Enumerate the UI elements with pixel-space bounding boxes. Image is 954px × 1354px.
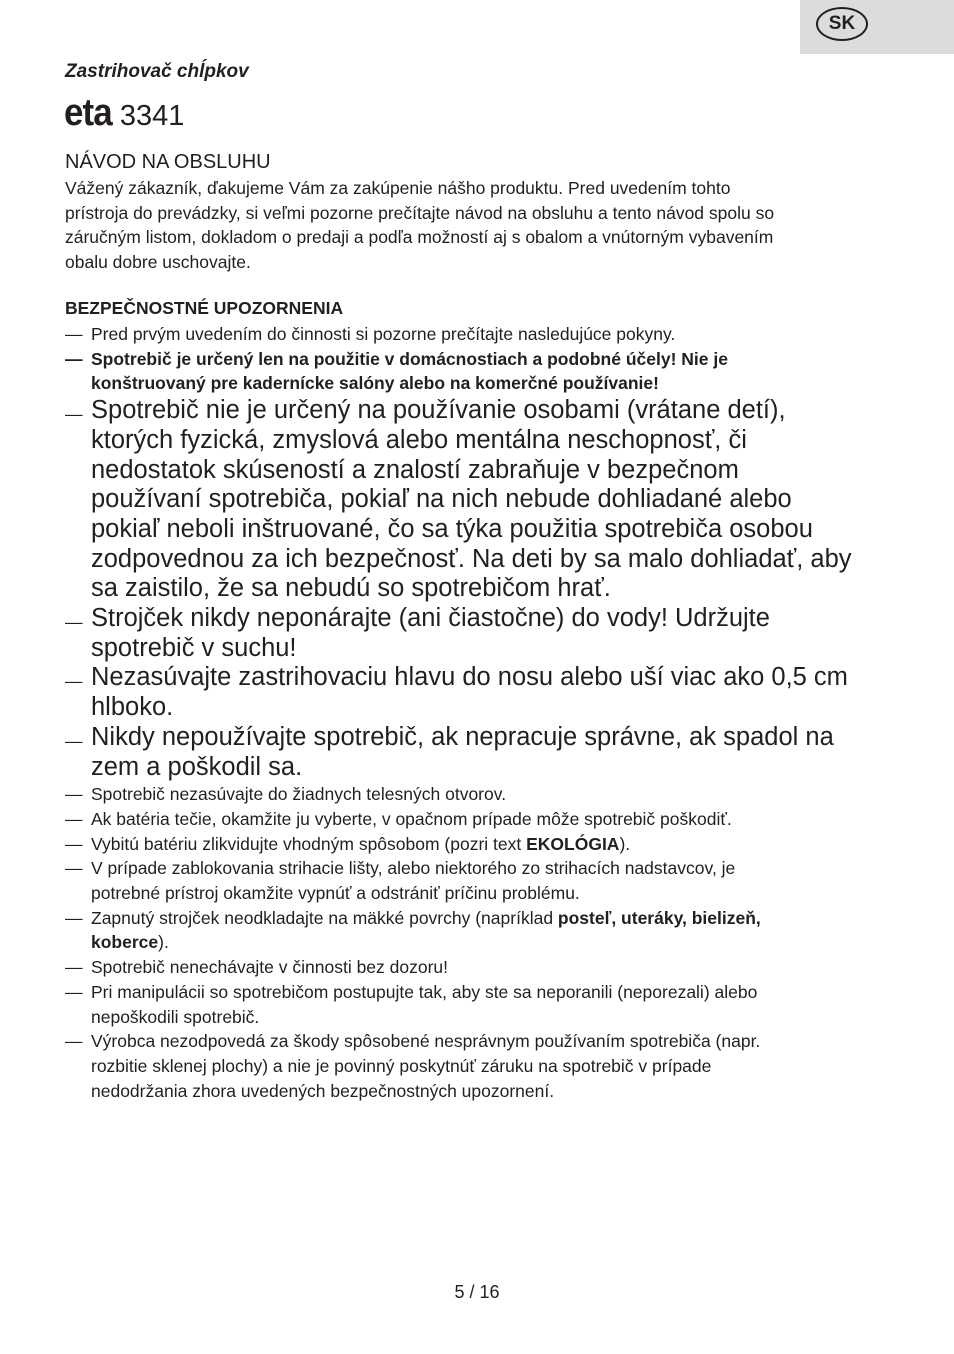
safety-item (65, 955, 925, 980)
language-badge: SK (816, 7, 868, 41)
item-line: Nikdy nepoužívajte spotrebič, ak nepracuje správne, ak spadol na (91, 722, 834, 751)
safety-item (65, 980, 925, 1029)
intro-line: Vážený zákazník, ďakujeme Vám za zakúpenie nášho produktu. Pred uvedením tohto (65, 178, 731, 198)
item-line: nedodržania zhora uvedených bezpečnostných upozornení. (91, 1080, 555, 1101)
item-line: Výrobca nezodpovedá za škody spôsobené nesprávnym používaním spotrebiča (napr. (91, 1031, 761, 1052)
language-tab (800, 0, 954, 54)
page-separator: / (469, 1282, 475, 1302)
dash-bullet: — (65, 348, 83, 369)
safety-item (65, 347, 925, 396)
item-line: Spotrebič je určený len na použitie v domácnostiach a podobné účely! Nie je (91, 348, 728, 369)
item-line: zodpovednou za ich bezpečnosť. Na deti by sa malo dohliadať, aby (91, 544, 852, 573)
safety-item (65, 782, 925, 807)
brand-header (64, 92, 184, 134)
item-line: zem a poškodil sa. (91, 752, 303, 781)
item-line: Pri manipulácii so spotrebičom postupujte tak, aby ste sa neporanili (neporezali) alebo (91, 981, 758, 1002)
item-bold-text: koberce (91, 932, 159, 953)
dash-bullet: — (65, 1031, 83, 1052)
product-subtitle: Zastrihovač chĺpkov (65, 61, 249, 82)
safety-item (65, 723, 925, 782)
dash-bullet: — (65, 784, 83, 805)
page-current: 5 (454, 1282, 465, 1302)
dash-bullet: — (65, 324, 83, 344)
item-line: Nezasúvajte zastrihovaciu hlavu do nosu alebo uší viac ako 0,5 cm (91, 663, 848, 692)
safety-item (65, 1029, 925, 1103)
dash-bullet: — (65, 981, 83, 1002)
dash-bullet: — (65, 612, 83, 633)
safety-item (65, 807, 925, 832)
safety-item (65, 906, 925, 955)
item-line: Ak batéria tečie, okamžite ju vyberte, v opačnom prípade môže spotrebič poškodiť. (91, 808, 732, 829)
item-line: nepoškodili spotrebič. (91, 1006, 260, 1027)
item-line: nedostatok skúseností a znalostí zabraňuje v bezpečnom (91, 455, 739, 484)
dash-bullet: — (65, 808, 83, 829)
item-line: V prípade zablokovania strihacie lišty, alebo niektorého zo strihacích nadstavcov, je (91, 858, 736, 879)
model-number: 3341 (119, 100, 185, 132)
item-line (91, 906, 925, 931)
dash-bullet: — (65, 671, 83, 692)
safety-item (65, 604, 925, 663)
item-line (91, 930, 925, 955)
safety-item (65, 322, 925, 347)
item-line: hlboko. (91, 693, 174, 722)
dash-bullet: — (65, 907, 83, 928)
item-line: Pred prvým uvedením do činnosti si pozorne prečítajte nasledujúce pokyny. (91, 324, 676, 344)
item-line: potrebné prístroj okamžite vypnúť a odstrániť príčinu problému. (91, 883, 580, 904)
safety-list (65, 322, 925, 1103)
intro-paragraph (65, 176, 915, 275)
item-line: Spotrebič nenechávajte v činnosti bez dozoru! (91, 957, 449, 978)
dash-bullet: — (65, 957, 83, 978)
dash-bullet: — (65, 858, 83, 879)
item-text: Zapnutý strojček neodkladajte na mäkké povrchy (napríklad (91, 907, 558, 928)
item-line: Spotrebič nezasúvajte do žiadnych telesných otvorov. (91, 784, 507, 805)
safety-section-title: BEZPEČNOSTNÉ UPOZORNENIA (65, 298, 344, 318)
safety-item (65, 663, 925, 722)
item-line: ktorých fyzická, zmyslová alebo mentálna neschopnosť, či (91, 425, 747, 454)
item-line: používaní spotrebiča, pokiaľ na nich nebude dohliadané alebo (91, 485, 792, 514)
manual-heading: NÁVOD NA OBSLUHU (65, 151, 271, 173)
item-text: ). (619, 833, 631, 854)
item-line: sa zaistilo, že sa nebudú so spotrebičom hrať. (91, 574, 611, 603)
ecology-reference: EKOLÓGIA (526, 833, 620, 854)
item-line: pokiaľ neboli inštruované, čo sa týka použitia spotrebiča osobou (91, 514, 813, 543)
item-text: ). (158, 932, 169, 953)
item-line: Spotrebič nie je určený na používanie osobami (vrátane detí), (91, 396, 786, 425)
page-number (0, 1282, 954, 1303)
intro-line: prístroja do prevádzky, si veľmi pozorne prečítajte návod na obsluhu a tento návod spolu so (65, 202, 775, 223)
item-text: Vybitú batériu zlikvidujte vhodným spôsobom (pozri text (91, 833, 527, 854)
dash-bullet: — (65, 730, 83, 751)
intro-line: obalu dobre uschovajte. (65, 252, 251, 273)
item-line (91, 832, 925, 857)
item-line: Strojček nikdy neponárajte (ani čiastočne) do vody! Udržujte (91, 604, 770, 633)
dash-bullet: — (65, 833, 83, 854)
safety-item (65, 396, 925, 604)
dash-bullet: — (65, 404, 83, 425)
item-line: konštruovaný pre kadernícke salóny alebo na komerčné používanie! (91, 373, 659, 394)
safety-item (65, 832, 925, 857)
item-bold-text: posteľ, uteráky, bielizeň, (557, 907, 761, 928)
item-line: rozbitie sklenej plochy) a nie je povinný poskytnúť záruku na spotrebič v prípade (91, 1055, 712, 1076)
page-total: 16 (479, 1282, 500, 1302)
item-line: spotrebič v suchu! (91, 633, 297, 662)
brand-logo: eta (64, 92, 112, 134)
safety-item (65, 856, 925, 905)
intro-line: záručným listom, dokladom o predaji a podľa možností aj s obalom a vnútorným vybavením (65, 227, 774, 248)
